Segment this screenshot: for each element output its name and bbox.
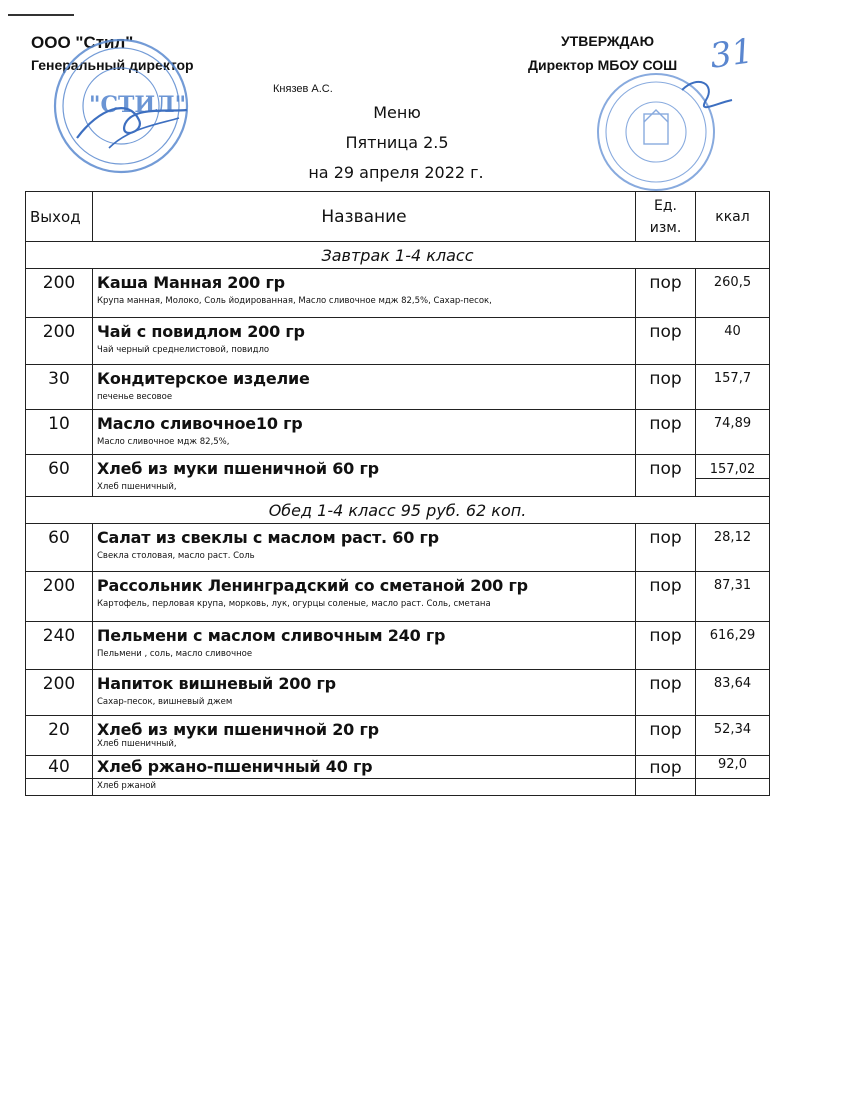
out-cell: 40 [26, 756, 93, 779]
out-cell: 20 [26, 716, 93, 756]
dish-cell [93, 269, 636, 318]
kcal-value: 157,02 [696, 455, 769, 479]
dish-name: Салат из свеклы с маслом раст. 60 гр [97, 528, 439, 547]
kcal-cell: 28,12 [696, 524, 770, 572]
unit-cell: пор [636, 572, 696, 622]
school-stamp [586, 70, 736, 200]
school-director-label: Директор МБОУ СОШ [528, 57, 678, 73]
table-row [26, 670, 770, 716]
company-stamp [49, 28, 189, 180]
unit-cell: пор [636, 670, 696, 716]
kcal-cell: 87,31 [696, 572, 770, 622]
dish-name: Каша Манная 200 гр [97, 273, 285, 292]
table-row [26, 524, 770, 572]
dish-name: Пельмени с маслом сливочным 240 гр [97, 626, 446, 645]
col-out: Выход [26, 192, 93, 242]
dish-composition: Сахар-песок, вишневый джем [97, 697, 233, 707]
dish-cell [93, 318, 636, 365]
unit-cell: пор [636, 365, 696, 410]
empty-cell [26, 779, 93, 796]
section-title: Завтрак 1-4 класс [26, 242, 770, 269]
out-cell: 60 [26, 455, 93, 497]
out-cell: 10 [26, 410, 93, 455]
dish-cell [93, 524, 636, 572]
kcal-cell: 52,34 [696, 716, 770, 756]
unit-cell: пор [636, 716, 696, 756]
menu-title: Меню [373, 103, 421, 122]
dish-cell [93, 365, 636, 410]
col-unit-line2: изм. [649, 219, 682, 236]
table-row [26, 716, 770, 756]
dish-cell [93, 670, 636, 716]
unit-cell: пор [636, 410, 696, 455]
out-cell: 200 [26, 318, 93, 365]
table-row [26, 572, 770, 622]
dish-name: Хлеб ржано-пшеничный 40 гр [97, 757, 373, 776]
unit-cell: пор [636, 622, 696, 670]
table-row [26, 779, 770, 796]
table-row [26, 318, 770, 365]
col-unit-line1: Ед. [654, 197, 677, 214]
handwritten-number: 31 [707, 31, 756, 77]
menu-day: Пятница 2.5 [345, 133, 449, 152]
table-row [26, 622, 770, 670]
kcal-cell: 92,0 [696, 756, 770, 779]
table-row [26, 365, 770, 410]
menu-date: на 29 апреля 2022 г. [308, 163, 484, 182]
dish-composition: Чай черный среднелистовой, повидло [97, 345, 270, 355]
kcal-cell: 83,64 [696, 670, 770, 716]
dish-composition: Крупа манная, Молоко, Соль йодированная, Масло сливочное мдж 82,5%, Сахар-песок, [97, 296, 492, 306]
col-unit [636, 192, 696, 242]
org-name: ООО "Стил" [31, 33, 134, 52]
dish-cell [93, 756, 636, 779]
dish-cell [93, 572, 636, 622]
kcal-cell [696, 455, 770, 497]
kcal-cell: 616,29 [696, 622, 770, 670]
menu-table [25, 191, 770, 796]
empty-cell [696, 779, 770, 796]
dish-composition: Хлеб пшеничный, [97, 739, 177, 749]
col-kcal: ккал [696, 192, 770, 242]
kcal-cell: 40 [696, 318, 770, 365]
dish-cell [93, 622, 636, 670]
out-cell: 30 [26, 365, 93, 410]
dish-cell [93, 716, 636, 756]
dish-composition: Масло сливочное мдж 82,5%, [97, 437, 230, 447]
dish-name: Напиток вишневый 200 гр [97, 674, 336, 693]
dish-composition: Свекла столовая, масло раст. Соль [97, 551, 255, 561]
out-cell: 240 [26, 622, 93, 670]
kcal-cell: 74,89 [696, 410, 770, 455]
out-cell: 60 [26, 524, 93, 572]
out-cell: 200 [26, 670, 93, 716]
dish-name: Хлеб из муки пшеничной 20 гр [97, 720, 379, 739]
dish-cell [93, 455, 636, 497]
kcal-cell: 157,7 [696, 365, 770, 410]
dish-name: Масло сливочное10 гр [97, 414, 303, 433]
table-row [26, 269, 770, 318]
table-row [26, 410, 770, 455]
dish-cell [93, 410, 636, 455]
dish-composition: Хлеб пшеничный, [97, 482, 177, 492]
dish-name: Рассольник Ленинградский со сметаной 200 гр [97, 576, 528, 595]
unit-cell: пор [636, 524, 696, 572]
dish-name: Хлеб из муки пшеничной 60 гр [97, 459, 379, 478]
unit-cell: пор [636, 756, 696, 779]
general-director-label: Генеральный директор [31, 57, 194, 73]
col-name: Название [93, 192, 636, 242]
dish-cell [93, 779, 636, 796]
table-row [26, 756, 770, 779]
approve-label: УТВЕРЖДАЮ [561, 33, 655, 49]
empty-cell [636, 779, 696, 796]
dish-composition: Пельмени , соль, масло сливочное [97, 649, 253, 659]
director-name: Князев А.С. [273, 83, 333, 95]
out-cell: 200 [26, 269, 93, 318]
unit-cell: пор [636, 318, 696, 365]
dish-composition: печенье весовое [97, 392, 173, 402]
out-cell: 200 [26, 572, 93, 622]
section-title: Обед 1-4 класс 95 руб. 62 коп. [26, 497, 770, 524]
unit-cell: пор [636, 269, 696, 318]
unit-cell: пор [636, 455, 696, 497]
table-row [26, 455, 770, 497]
dish-name: Чай с повидлом 200 гр [97, 322, 305, 341]
dish-composition: Хлеб ржаной [97, 781, 156, 791]
dish-name: Кондитерское изделие [97, 369, 310, 388]
top-rule [8, 14, 74, 16]
stamp-text: "СТИЛ" [89, 92, 187, 118]
dish-composition: Картофель, перловая крупа, морковь, лук, огурцы соленые, масло раст. Соль, сметана [97, 599, 491, 609]
kcal-cell: 260,5 [696, 269, 770, 318]
